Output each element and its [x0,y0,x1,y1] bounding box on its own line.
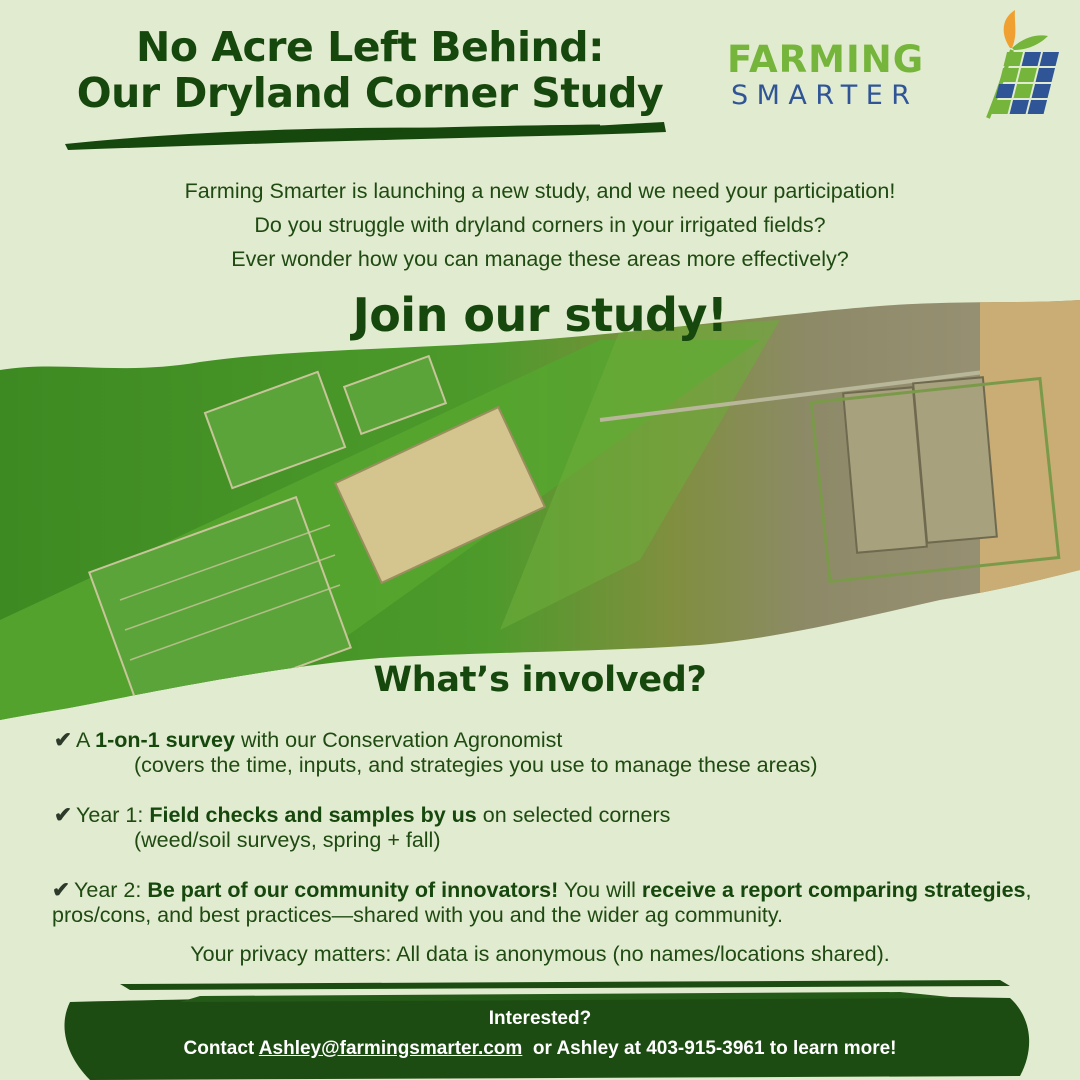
item-text: , pros/cons, and best practices—shared with you and the wider ag community. [52,878,1032,927]
item-text: A [76,728,96,752]
contact-prefix: Contact [183,1038,259,1059]
checkmark-icon: ✔ [52,878,71,902]
logo-word-farming: FARMING [727,38,925,81]
item-bold: Field checks and samples by us [149,803,477,827]
item-text: Year 2: [74,878,148,902]
list-item [52,878,1064,928]
join-heading: Join our study! [352,288,728,342]
involved-list [54,728,1064,928]
footer-interested: Interested? [488,1008,592,1029]
intro-text [0,174,1080,276]
farming-smarter-logo [725,8,1070,128]
intro-line-1: Farming Smarter is launching a new study, and we need your participation! [184,179,896,203]
intro-line-3: Ever wonder how you can manage these areas more effectively? [231,247,849,271]
item-text: You will [558,878,642,902]
whats-involved-heading: What’s involved? [373,660,707,700]
page-title [40,24,700,116]
list-item [54,728,1064,778]
checkmark-icon: ✔ [54,728,73,752]
item-text: on selected corners [476,803,671,827]
footer-contact-line [0,1034,1080,1064]
item-bold: receive a report comparing strategies [641,878,1026,902]
item-bold: 1-on-1 survey [95,728,235,752]
item-subtext: (covers the time, inputs, and strategies you use to manage these areas) [134,753,818,777]
logo-word-smarter: SMARTER [731,80,919,111]
title-underline-brush [60,118,670,152]
footer-contact [0,1004,1080,1064]
item-text: with our Conservation Agronomist [234,728,563,752]
item-subtext: (weed/soil surveys, spring + fall) [134,828,441,852]
logo-grid-sprout-icon [970,8,1070,128]
intro-line-2: Do you struggle with dryland corners in your irrigated fields? [254,213,826,237]
list-item [54,803,1064,853]
email-link[interactable]: Ashley@farmingsmarter.com [258,1038,523,1059]
item-bold: Be part of our community of innovators! [147,878,559,902]
title-line-2: Our Dryland Corner Study [76,69,664,117]
item-text: Year 1: [76,803,150,827]
title-line-1: No Acre Left Behind: [136,23,604,71]
checkmark-icon: ✔ [54,803,73,827]
privacy-note: Your privacy matters: All data is anonymous (no names/locations shared). [190,942,890,966]
contact-suffix: or Ashley at 403-915-3961 to learn more! [522,1038,897,1059]
